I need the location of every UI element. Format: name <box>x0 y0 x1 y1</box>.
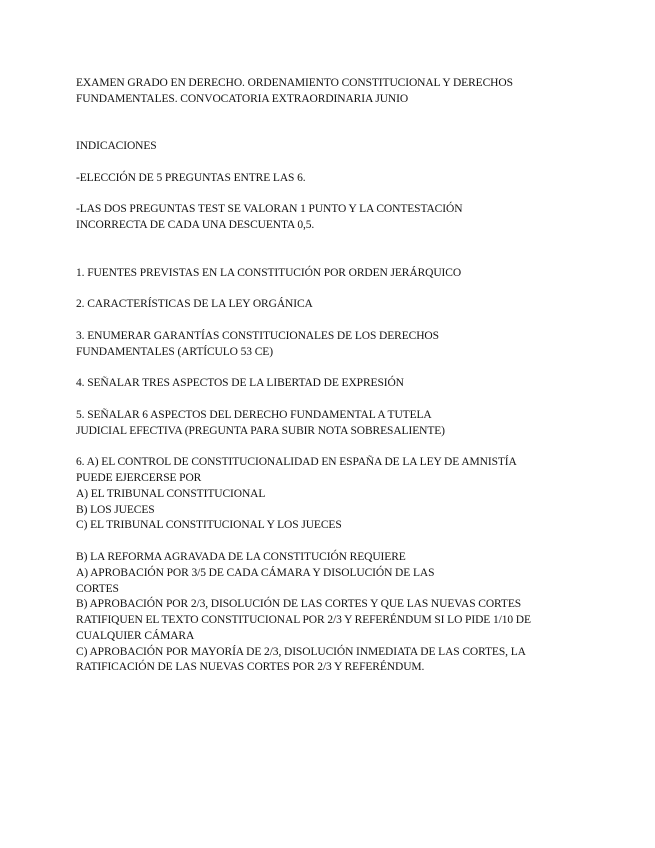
question-6a-line-2: PUEDE EJERCERSE POR <box>76 471 202 484</box>
question-6b-option-b-line-2: RATIFIQUEN EL TEXTO CONSTITUCIONAL POR 2/3 Y REFERÉNDUM SI LO PIDE 1/10 DE <box>76 614 531 627</box>
indications-heading: INDICACIONES <box>76 140 157 153</box>
exam-title-line-2: FUNDAMENTALES. CONVOCATORIA EXTRAORDINARIA JUNIO <box>76 92 409 105</box>
indication-item-2-line-2: INCORRECTA DE CADA UNA DESCUENTA 0,5. <box>76 219 315 232</box>
question-3-line-2: FUNDAMENTALES (ARTÍCULO 53 CE) <box>76 345 273 358</box>
indication-item-2-line-1: -LAS DOS PREGUNTAS TEST SE VALORAN 1 PUNTO Y LA CONTESTACIÓN <box>76 203 463 216</box>
questions-section <box>76 266 576 677</box>
question-6b-heading: B) LA REFORMA AGRAVADA DE LA CONSTITUCIÓN REQUIERE <box>76 550 406 563</box>
question-1: 1. FUENTES PREVISTAS EN LA CONSTITUCIÓN POR ORDEN JERÁRQUICO <box>76 266 462 279</box>
question-3-line-1: 3. ENUMERAR GARANTÍAS CONSTITUCIONALES DE LOS DERECHOS <box>76 329 439 342</box>
question-6a-option-b: B) LOS JUECES <box>76 503 155 516</box>
indication-item-1: -ELECCIÓN DE 5 PREGUNTAS ENTRE LAS 6. <box>76 171 306 184</box>
question-6b-option-a-line-2: CORTES <box>76 582 119 595</box>
question-6b-option-c-line-2: RATIFICACIÓN DE LAS NUEVAS CORTES POR 2/3 Y REFERÉNDUM. <box>76 661 425 674</box>
question-2: 2. CARACTERÍSTICAS DE LA LEY ORGÁNICA <box>76 298 313 311</box>
question-6b-option-b-line-1: B) APROBACIÓN POR 2/3, DISOLUCIÓN DE LAS CORTES Y QUE LAS NUEVAS CORTES <box>76 598 522 611</box>
question-6b-option-a-line-1: A) APROBACIÓN POR 3/5 DE CADA CÁMARA Y DISOLUCIÓN DE LAS <box>76 566 435 579</box>
question-5-line-1: 5. SEÑALAR 6 ASPECTOS DEL DERECHO FUNDAMENTAL A TUTELA <box>76 408 432 421</box>
exam-title <box>76 76 576 108</box>
question-6a-line-1: 6. A) EL CONTROL DE CONSTITUCIONALIDAD EN ESPAÑA DE LA LEY DE AMNISTÍA <box>76 456 517 469</box>
question-6a-option-a: A) EL TRIBUNAL CONSTITUCIONAL <box>76 487 266 500</box>
question-6a-option-c: C) EL TRIBUNAL CONSTITUCIONAL Y LOS JUECES <box>76 519 342 532</box>
document-body <box>76 76 576 676</box>
exam-title-line-1: EXAMEN GRADO EN DERECHO. ORDENAMIENTO CONSTITUCIONAL Y DERECHOS <box>76 77 513 89</box>
question-4: 4. SEÑALAR TRES ASPECTOS DE LA LIBERTAD DE EXPRESIÓN <box>76 377 404 390</box>
indications-section <box>76 139 576 234</box>
question-6b-option-c-line-1: C) APROBACIÓN POR MAYORÍA DE 2/3, DISOLUCIÓN INMEDIATA DE LAS CORTES, LA <box>76 645 526 658</box>
question-5-line-2: JUDICIAL EFECTIVA (PREGUNTA PARA SUBIR NOTA SOBRESALIENTE) <box>76 424 445 437</box>
question-6b-option-b-line-3: CUALQUIER CÁMARA <box>76 629 195 642</box>
